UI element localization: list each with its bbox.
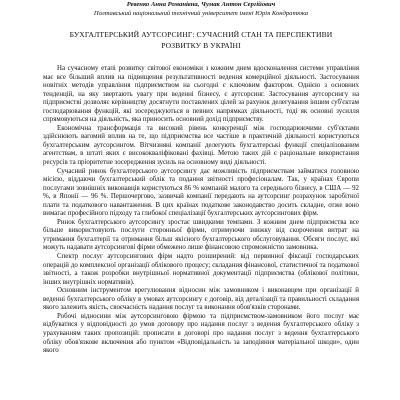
body-paragraph: Ринок бухгалтерського аутсорсингу зростає швидкими темпами. З кожним днем підприємства все більше використовують послуги сторонньої фірми, отримуючи знижку від скорочення витрат на утримання бухгалтерії та отримання більш якісного бухгалтерського обслуговування. Обсяги послуг, які можуть надавати аутсорсингові фірми обмежено лише фінансовою спроможністю замовника. xyxy=(43,218,359,252)
body-paragraph: Спектр послуг аутсорсингових фірм надто розширений: від первинної фіксації господарських операцій до комплексної організації облікового процесу; складання фінансової, статистичної та податкової звітності, а також розробки внутрішньої нормативної документації підприємства (облікової політики, інших внутрішніх нормативів). xyxy=(43,253,359,286)
paper-title-line-1: БУХГАЛТЕРСЬКИЙ АУТСОРСИНГ: СУЧАСНИЙ СТАН ТА ПЕРСПЕКТИВИ xyxy=(69,30,333,39)
author-affiliation: Полтавський національний технічний університет імені Юрія Кондратюка xyxy=(93,10,309,17)
paper-body xyxy=(43,65,359,356)
body-paragraph: Економічна трансформація та високий рівень конкуренції між господарюючими суб'єктами здійснюють вагомий вплив на те, що підприємства все частіше в практичній діяльності користуються бухгалтерським аутсорсингом. Вітчизняні компанії делегують бухгалтерські функції спеціалізованим агентствам, в штаті яких є висококваліфіковані фахівці. Метою таких дій є раціональне використання ресурсів та пріоритетне зосередження зусиль на основному виді діяльності. xyxy=(43,124,359,167)
body-paragraph: Сучасний ринок бухгалтерського аутсорсингу дає можливість підприємствам займатися головною місією, віддаючи бухгалтерський облік та подання звітності професіоналам. Так, у країнах Європи послугами зовнішніх виконавців користуються 86 % компаній малого та середнього бізнесу, в США — 92 %, в Японії — 96 %. Першочергово, зазвичай компанії передають на аутсорсинг розрахунок заробітної плати та податкового навантаження. В цих країнах податкове законодавство досить складне, отже воно вимагає професійного підходу та глибокої спеціалізації бухгалтерських аутсорсингових фірм. xyxy=(43,167,359,218)
paper-title xyxy=(43,30,359,51)
body-paragraph: На сучасному етапі розвитку світової економіки з кожним днем вдосконалення системи управління має все більший вплив на підвищення результативності ведення комерційної діяльності. Застосування новітніх методів управління підприємством на сьогодні є ключовим фактором. Однією з основних тенденцій, на яку звертають увагу при веденні бізнесу, є аутсорсинг. Застосування аутсорсингу на підприємстві дозволяє керівництву досягнути поставлених цілей за рахунок делегування іншим суб'єктам господарювання функцій, які зосереджуються в певних напрямках діяльності, тоді як основні зусилля спрямовуються на діяльність, яка приносить основний дохід підприємству. xyxy=(43,65,359,124)
paper-title-line-2: РОЗВИТКУ В УКРАЇНІ xyxy=(161,40,241,50)
author-names: Ревенко Анна Романівна, Чумак Антон Сергійович xyxy=(126,1,276,8)
body-paragraph: Основним інструментом врегулювання відносин між замовником і виконавцем при організації й веденні бухгалтерського обліку в умовах аутсорсингу є договір, від деталізації та правильності складання якого залежить якість, своєчасність надання послуг та виконання обов'язків сторонами. xyxy=(43,287,359,312)
body-paragraph: Робочі відносини між аутсорсинговою фірмою та підприємством-замовником його послуг має відбуватися у відповідності до умов договору про надання послуг з ведення бухгалтерського обліку з урахуванням таких пропозицій: прописати в договорі про надання послуг з ведення бухгалтерського обліку обов'язкове включення або пунктом «Відповідальність за заподіяння матеріальної шкоди», один якого xyxy=(43,312,359,355)
